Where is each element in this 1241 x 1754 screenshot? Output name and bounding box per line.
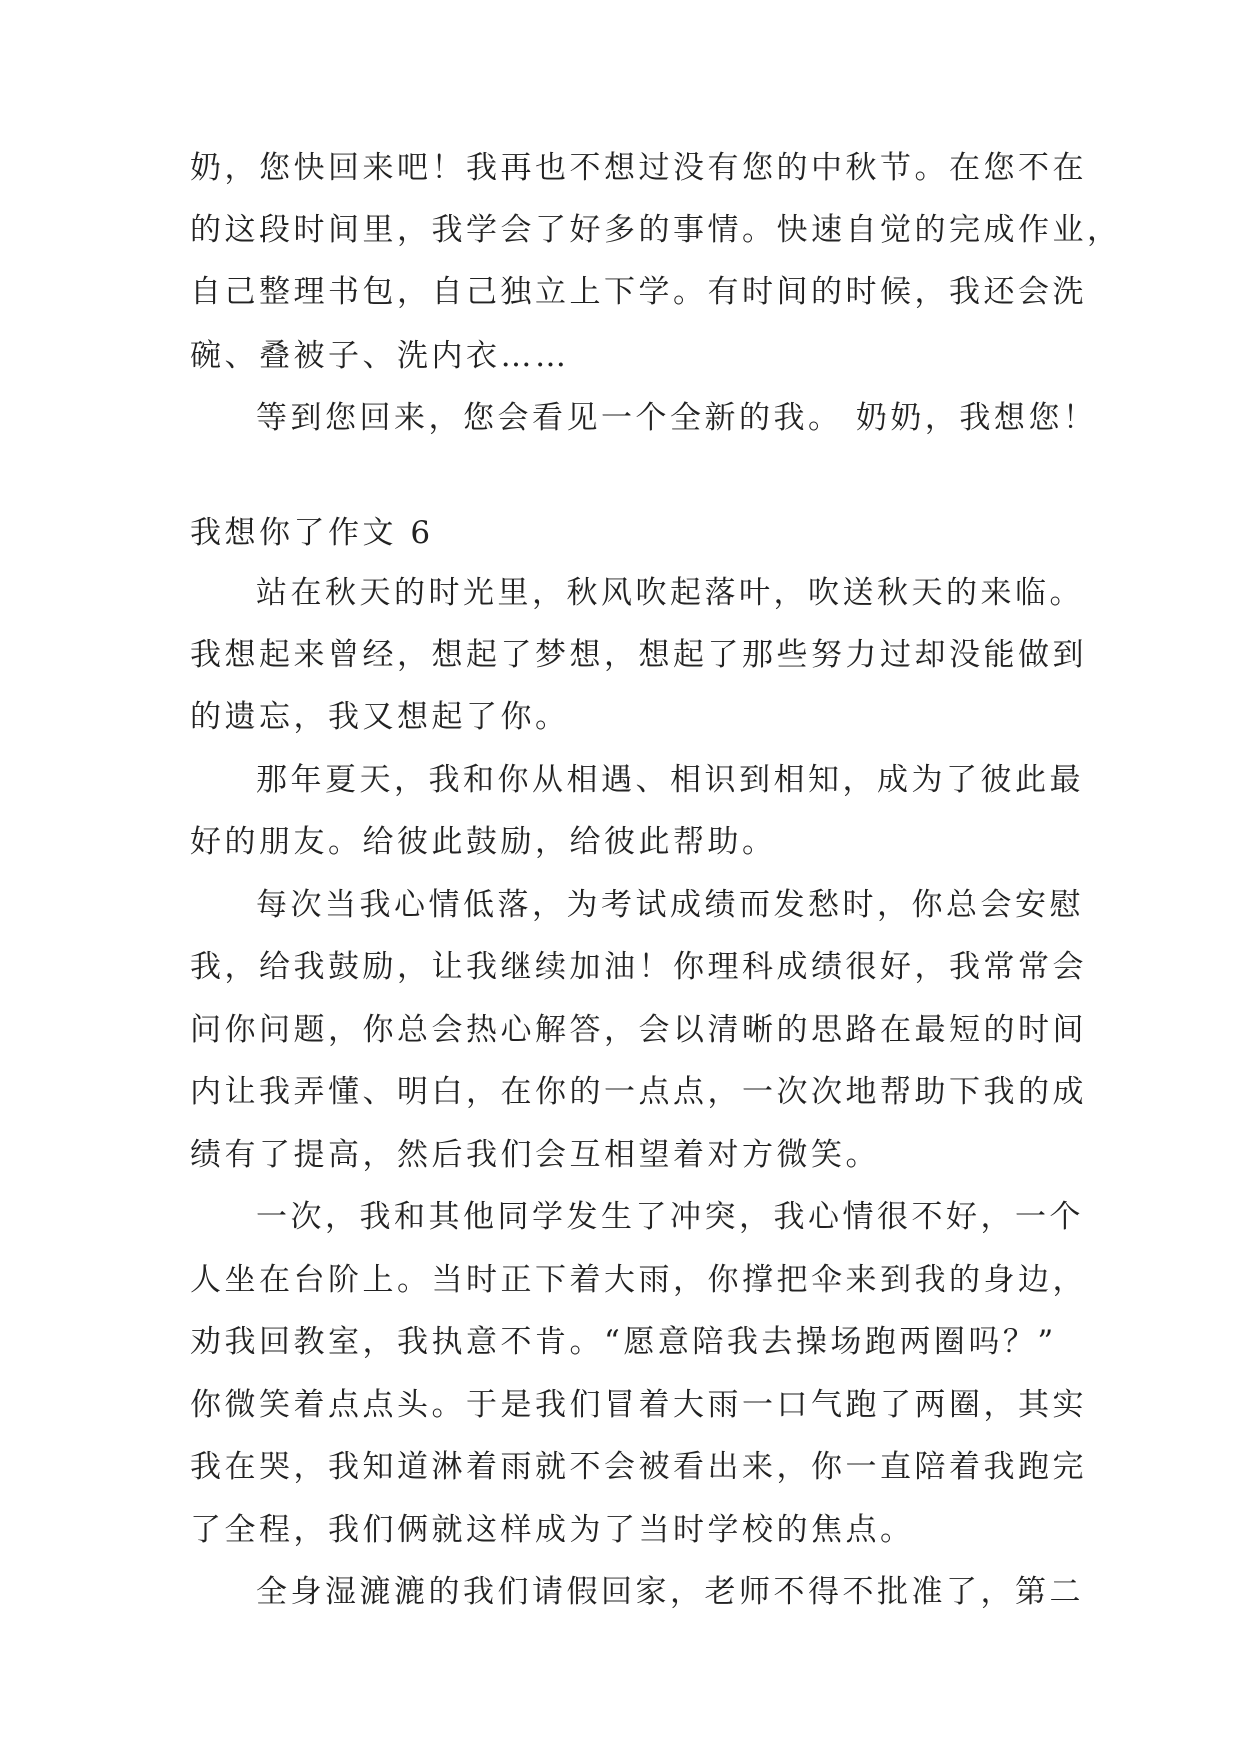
- text-line: 内让我弄懂、明白，在你的一点点，一次次地帮助下我的成: [190, 1074, 1087, 1110]
- text-line: 全身湿漉漉的我们请假回家，老师不得不批准了，第二: [256, 1574, 1084, 1610]
- text-line: 问你问题，你总会热心解答，会以清晰的思路在最短的时间: [190, 1012, 1087, 1048]
- text-line: 奶，您快回来吧！我再也不想过没有您的中秋节。在您不在: [190, 150, 1087, 186]
- text-line: 碗、叠被子、洗内衣……: [190, 338, 570, 374]
- text-line: 那年夏天，我和你从相遇、相识到相知，成为了彼此最: [256, 762, 1084, 798]
- text-line: 的这段时间里，我学会了好多的事情。快速自觉的完成作业，: [190, 212, 1122, 248]
- text-line: 劝我回教室，我执意不肯。“愿意陪我去操场跑两圈吗？”: [190, 1324, 1057, 1360]
- text-line: 我在哭，我知道淋着雨就不会被看出来，你一直陪着我跑完: [190, 1449, 1087, 1485]
- text-line: 每次当我心情低落，为考试成绩而发愁时，你总会安慰: [256, 887, 1084, 923]
- section-heading: 我想你了作文 6: [190, 515, 434, 551]
- text-line: 你微笑着点点头。于是我们冒着大雨一口气跑了两圈，其实: [190, 1387, 1087, 1423]
- text-line: 好的朋友。给彼此鼓励，给彼此帮助。: [190, 824, 777, 860]
- text-line: 的遗忘，我又想起了你。: [190, 699, 570, 735]
- text-line: 站在秋天的时光里，秋风吹起落叶，吹送秋天的来临。: [256, 575, 1084, 611]
- text-line: 等到您回来，您会看见一个全新的我。 奶奶，我想您！: [256, 400, 1098, 436]
- text-line: 自己整理书包，自己独立上下学。有时间的时候，我还会洗: [190, 274, 1087, 310]
- text-line: 人坐在台阶上。当时正下着大雨，你撑把伞来到我的身边，: [190, 1262, 1087, 1298]
- text-line: 绩有了提高，然后我们会互相望着对方微笑。: [190, 1137, 880, 1173]
- text-line: 了全程，我们俩就这样成为了当时学校的焦点。: [190, 1512, 915, 1548]
- text-line: 我，给我鼓励，让我继续加油！你理科成绩很好，我常常会: [190, 949, 1087, 985]
- text-line: 我想起来曾经，想起了梦想，想起了那些努力过却没能做到: [190, 637, 1087, 673]
- text-line: 一次，我和其他同学发生了冲突，我心情很不好，一个: [256, 1199, 1084, 1235]
